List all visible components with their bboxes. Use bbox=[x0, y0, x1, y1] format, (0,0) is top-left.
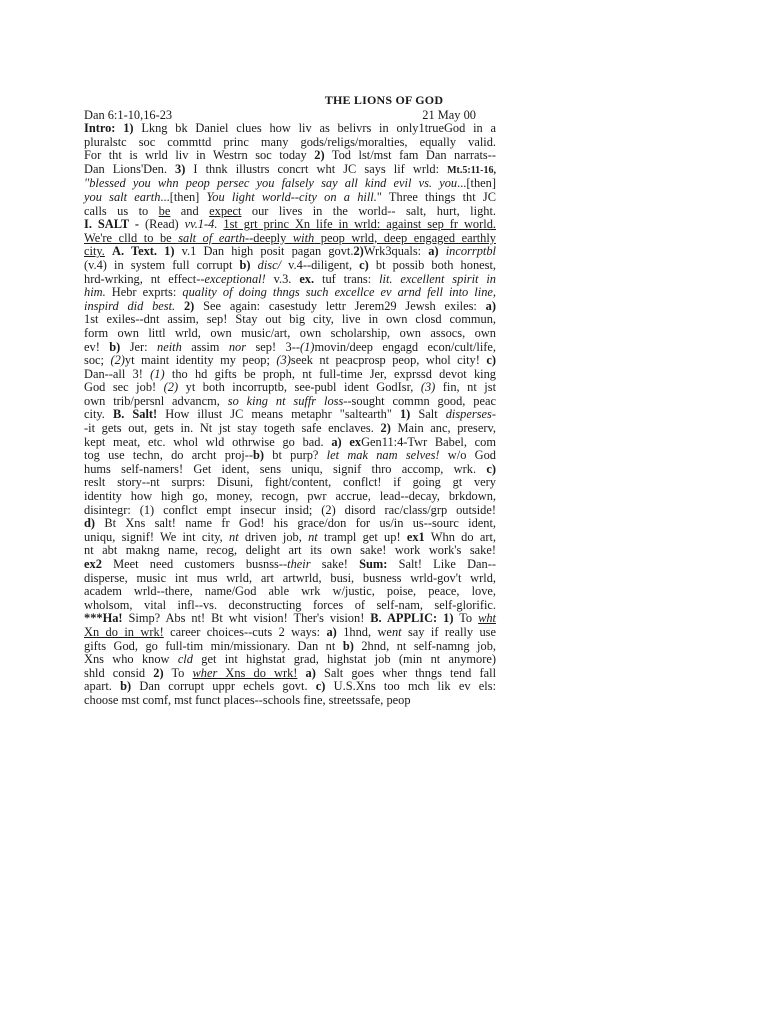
text-line bbox=[84, 136, 496, 150]
text-run: our lives in the world-- salt, hurt, light. bbox=[241, 203, 496, 218]
text-run: Bt Xns salt! name fr God! his grace/don for us/in us--sourc ident, bbox=[95, 516, 496, 531]
text-run: ***Ha! bbox=[84, 611, 123, 626]
text-run: B. Salt! bbox=[112, 407, 158, 422]
text-run: To bbox=[163, 665, 193, 680]
text-run: U.S.Xns too mch lik ev els: bbox=[325, 679, 497, 694]
text-line bbox=[84, 463, 496, 477]
text-run: Lkng bk Daniel clues how liv as belivrs in only1trueGod in a bbox=[133, 121, 496, 135]
text-run: 2) bbox=[314, 148, 325, 163]
text-run: Hebr exprts: bbox=[105, 285, 183, 300]
text-run: God sec job! bbox=[84, 380, 164, 395]
text-run: See again: casestudy lettr Jerem29 Jewsh exiles: bbox=[194, 298, 486, 313]
text-run: 1st grt princ Xn life in wrld: against sep fr world. bbox=[223, 217, 496, 232]
text-line bbox=[84, 531, 496, 545]
text-run: bt purp? bbox=[264, 448, 327, 463]
sermon-date: 21 May 00 bbox=[422, 108, 476, 122]
text-run: 2) bbox=[183, 298, 195, 313]
text-run: You light world--city on a hill. bbox=[206, 189, 377, 204]
text-line bbox=[84, 122, 496, 136]
text-run: let mak nam selves! bbox=[326, 448, 440, 463]
text-run: nt bbox=[391, 624, 402, 639]
text-run: Xns do wrk! bbox=[217, 665, 298, 680]
text-run: (Read) bbox=[138, 217, 185, 232]
text-line bbox=[84, 612, 496, 626]
text-run: ...[then] bbox=[160, 189, 207, 204]
text-run: ex1 bbox=[406, 529, 425, 544]
text-run: To bbox=[453, 611, 479, 626]
text-line bbox=[84, 313, 496, 327]
text-run: 2) bbox=[380, 421, 391, 436]
text-line bbox=[84, 273, 496, 287]
text-run: Whn do art, bbox=[424, 529, 497, 544]
text-run: b) bbox=[252, 448, 265, 463]
text-run: ex. bbox=[299, 271, 315, 286]
text-run: say if really use bbox=[401, 624, 496, 639]
text-run: c) bbox=[486, 461, 496, 476]
text-run: nt abt makng name, recog, delight art its own sake! work work's sake! bbox=[84, 543, 496, 558]
text-run: apart. bbox=[84, 679, 121, 694]
text-run: 1hnd, we bbox=[336, 624, 392, 639]
text-run: Wrk3quals: bbox=[363, 244, 429, 259]
text-run: (1) bbox=[299, 339, 315, 354]
text-run: b) bbox=[239, 257, 251, 272]
text-line bbox=[84, 504, 496, 518]
text-line bbox=[84, 381, 496, 395]
text-run: so king nt suffr loss bbox=[227, 393, 344, 408]
text-run: sake! bbox=[310, 557, 360, 571]
text-line bbox=[84, 436, 496, 450]
text-run: their bbox=[287, 557, 311, 571]
text-run: Meet need customers busnss-- bbox=[101, 557, 288, 571]
text-line bbox=[84, 259, 496, 273]
text-run: wht bbox=[478, 611, 496, 626]
text-run bbox=[439, 244, 446, 258]
text-run: b) bbox=[109, 339, 121, 354]
text-run: disperse, music int mus wrld, art artwrld, busi, busness wrld-gov't wrld, bbox=[84, 570, 496, 585]
text-run: gifts God, go full-tim min/missionary. Dan nt bbox=[84, 638, 343, 653]
text-run: b) bbox=[342, 638, 354, 653]
text-line bbox=[84, 680, 496, 694]
text-run: d) bbox=[84, 516, 96, 531]
text-run: We're clld to be bbox=[84, 230, 179, 245]
text-run: and bbox=[170, 203, 210, 218]
text-run: choose mst comf, mst funct places--schools fine, streetssafe, peop bbox=[84, 692, 411, 707]
text-run: trampl get up! bbox=[317, 529, 407, 544]
text-run: v.1 Dan high posit pagan govt. bbox=[174, 244, 354, 259]
text-run: 2hnd, nt self-namng job, bbox=[353, 638, 496, 653]
text-run: nor bbox=[228, 339, 247, 354]
text-line bbox=[84, 300, 496, 314]
text-line bbox=[84, 599, 496, 613]
scripture-reference: Dan 6:1-10,16-23 bbox=[84, 108, 173, 122]
text-run bbox=[175, 299, 184, 313]
text-run: I thnk illustrs concrt wht JC says lif wrld: bbox=[185, 161, 448, 176]
text-run: city. bbox=[84, 407, 113, 422]
text-run: ...[then] bbox=[457, 176, 496, 191]
text-run: pluralstc soc commttd princ many gods/religs/moralties, equally valid. bbox=[84, 134, 496, 149]
text-run: ex bbox=[349, 434, 362, 449]
text-run: Sum: bbox=[359, 557, 388, 571]
text-run: him. bbox=[84, 285, 106, 300]
text-run: quality of doing thngs such excellce ev arnd fell into line, bbox=[182, 285, 496, 300]
text-run: peop wrld, deep engaged earthly bbox=[314, 230, 496, 245]
text-run: identity how high go, money, recogn, pwr accrue, lead--decay, brkdown, bbox=[84, 489, 496, 504]
text-run: expect bbox=[209, 203, 242, 218]
text-run: cld bbox=[177, 652, 193, 667]
text-run: wher bbox=[192, 665, 218, 680]
text-run: city. bbox=[84, 244, 105, 259]
text-run: For tht is wrld liv in Westrn soc today bbox=[84, 148, 315, 163]
text-run: 1) bbox=[399, 407, 411, 422]
text-run: be bbox=[158, 203, 171, 218]
text-run: sep! 3-- bbox=[246, 339, 300, 354]
text-run: movin/deep engagd econ/cult/life, bbox=[314, 339, 497, 354]
sermon-notes-body bbox=[84, 122, 496, 708]
text-line bbox=[84, 422, 496, 436]
text-run: Intro: 1) bbox=[84, 121, 134, 135]
text-run: a) bbox=[331, 434, 342, 449]
text-run: disperses bbox=[445, 407, 492, 422]
text-run: "blessed you whn peop persec you falsely say all kind evil vs. you bbox=[84, 176, 458, 191]
text-run: exceptional! bbox=[204, 271, 266, 286]
text-line bbox=[84, 354, 496, 368]
text-run: with bbox=[292, 230, 315, 245]
text-run bbox=[297, 666, 305, 680]
text-line bbox=[84, 640, 496, 654]
text-line bbox=[84, 517, 496, 531]
text-run: Salt goes wher thngs tend fall bbox=[315, 665, 497, 680]
text-run: yt both incorruptb, see-publ ident GodIsr, bbox=[178, 380, 421, 395]
text-line bbox=[84, 149, 496, 163]
text-line bbox=[84, 286, 496, 300]
text-run: 3) bbox=[175, 161, 186, 176]
text-run: inspird did best. bbox=[84, 298, 176, 313]
text-line bbox=[84, 368, 496, 382]
text-run: salt of earth bbox=[178, 230, 246, 245]
text-line bbox=[84, 408, 496, 422]
text-run: ex2 bbox=[84, 557, 102, 571]
text-line bbox=[84, 218, 496, 232]
text-line bbox=[84, 558, 496, 572]
text-run: Mt.5:11-16, bbox=[447, 164, 496, 176]
text-line bbox=[84, 191, 496, 205]
text-run: academ wrld--there, name/God able wrk w/justic, poise, peace, love, bbox=[84, 584, 496, 599]
text-run: - bbox=[491, 407, 496, 422]
text-run: tog use techn, do archt proj-- bbox=[84, 448, 253, 463]
text-run: form own littl wrld, own music/art, own scholarship, own assocs, own bbox=[84, 325, 496, 340]
text-run: kept meat, etc. whol wld othrwise go bad. bbox=[84, 434, 332, 449]
text-run: Jer: bbox=[120, 339, 157, 354]
text-run: -it gets out, gets in. Nt jst stay togeth safe enclaves. bbox=[84, 421, 381, 436]
text-line bbox=[84, 449, 496, 463]
text-line bbox=[84, 327, 496, 341]
text-line bbox=[84, 585, 496, 599]
text-run: vv.1-4. bbox=[184, 217, 218, 232]
text-run: Salt! Like Dan-- bbox=[387, 557, 496, 571]
text-run: c) bbox=[486, 353, 496, 368]
text-run: (3) bbox=[276, 353, 291, 368]
text-run: Gen11:4-Twr Babel, com bbox=[361, 434, 496, 449]
text-run bbox=[251, 258, 258, 272]
text-line bbox=[84, 205, 496, 219]
text-run: Simp? Abs nt! Bt wht vision! Ther's vision! bbox=[122, 611, 371, 626]
page-title: THE LIONS OF GOD bbox=[324, 93, 444, 107]
text-run: (1) bbox=[150, 366, 165, 381]
text-run: you salt earth bbox=[84, 189, 161, 204]
text-run: shld consid bbox=[84, 665, 154, 680]
text-line bbox=[84, 163, 496, 178]
text-run: Dan Lions'Den. bbox=[84, 161, 175, 176]
text-run: How illust JC means metaphr "saltearth" bbox=[157, 407, 400, 422]
text-run: A. Text. 1) bbox=[112, 244, 175, 259]
text-line bbox=[84, 232, 496, 246]
text-run: hrd-wrking, nt effect-- bbox=[84, 271, 205, 286]
text-run: nt bbox=[308, 529, 318, 544]
text-line bbox=[84, 544, 496, 558]
text-run: 2) bbox=[153, 665, 164, 680]
text-run bbox=[105, 244, 112, 258]
text-run: calls us to bbox=[84, 203, 159, 218]
text-run: uniqu, signif! We int city, bbox=[84, 529, 230, 544]
text-line bbox=[84, 395, 496, 409]
text-run: 1st exiles--dnt assim, sep! Stay out big city, live in own closd commun, bbox=[84, 312, 496, 327]
text-line bbox=[84, 694, 496, 708]
text-run: --sought commn good, peac bbox=[343, 393, 496, 408]
text-run: ev! bbox=[84, 339, 110, 354]
text-line bbox=[84, 341, 496, 355]
text-line bbox=[84, 490, 496, 504]
text-run: yt maint identity my peop; bbox=[124, 353, 277, 368]
text-run: c) bbox=[315, 679, 326, 694]
text-line bbox=[84, 572, 496, 586]
text-run: lit. excellent spirit in bbox=[379, 271, 497, 286]
text-run: disc/ bbox=[257, 257, 282, 272]
text-run: wholsom, vital infl--vs. deconstructing forces of self-nam, self-glorific. bbox=[84, 597, 496, 612]
text-run: I. SALT - bbox=[84, 217, 139, 232]
text-run: v.4--diligent, bbox=[281, 257, 360, 272]
text-run: Tod lst/mst fam Dan narrats-- bbox=[324, 148, 496, 163]
text-run: Dan--all 3! bbox=[84, 366, 151, 381]
text-run: get int highstat grad, highstat job (min nt anymore) bbox=[192, 652, 496, 667]
text-run: Salt bbox=[410, 407, 446, 422]
text-run: w/o God bbox=[439, 448, 497, 463]
text-line bbox=[84, 245, 496, 259]
text-run: (2) bbox=[110, 353, 125, 368]
text-run: B. APPLIC: 1) bbox=[370, 611, 454, 626]
text-run: tho hd gifts be proph, nt full-time Jer, exprssd devot king bbox=[164, 366, 497, 381]
text-run: (3) bbox=[420, 380, 436, 395]
text-run: Main anc, preserv, bbox=[390, 421, 496, 436]
text-run: assim bbox=[181, 339, 229, 354]
text-run: (2) bbox=[163, 380, 179, 395]
text-line bbox=[84, 667, 496, 681]
text-run: own trib/persnl advancm, bbox=[84, 393, 228, 408]
text-line bbox=[84, 476, 496, 490]
text-run: c) bbox=[359, 257, 369, 272]
text-run: Xns who know bbox=[84, 652, 178, 667]
text-run: Xn do in wrk! bbox=[84, 624, 164, 639]
text-run: " Three things tht JC bbox=[376, 189, 496, 204]
text-run: a) bbox=[326, 624, 337, 639]
text-run: seek nt peacprosp peop, whol city! bbox=[290, 353, 487, 368]
text-run: a) bbox=[485, 298, 496, 313]
text-run: tuf trans: bbox=[314, 271, 380, 286]
text-run: fin, nt jst bbox=[435, 380, 497, 395]
text-run: bt possib both honest, bbox=[368, 257, 496, 272]
text-run: a) bbox=[305, 665, 316, 680]
text-run: v.3. bbox=[265, 271, 300, 286]
text-run: hums self-namers! Get ident, sens uniqu, signif thro accomp, wrk. bbox=[84, 461, 487, 476]
text-run: (v.4) in system full corrupt bbox=[84, 257, 240, 272]
text-line bbox=[84, 653, 496, 667]
text-run: b) bbox=[120, 679, 132, 694]
text-run: disintegr: (1) conflct empt insecur insid; (2) disord rac/class/grp outside! bbox=[84, 502, 496, 517]
text-run: reslt story--nt surprs: Disuni, fight/content, conflct! if going gt very bbox=[84, 475, 496, 490]
text-run: driven job, bbox=[238, 529, 309, 544]
text-run: --deeply bbox=[245, 230, 293, 245]
text-run: nt bbox=[229, 529, 239, 544]
text-line bbox=[84, 177, 496, 191]
text-line bbox=[84, 626, 496, 640]
text-run: soc; bbox=[84, 353, 111, 368]
text-run: 2) bbox=[353, 244, 364, 259]
text-run: Dan corrupt uppr echels govt. bbox=[131, 679, 316, 694]
text-run: neith bbox=[157, 339, 182, 354]
text-run: incorrptbl bbox=[445, 244, 496, 259]
text-run: a) bbox=[428, 244, 439, 259]
text-run: career choices--cuts 2 ways: bbox=[163, 624, 327, 639]
